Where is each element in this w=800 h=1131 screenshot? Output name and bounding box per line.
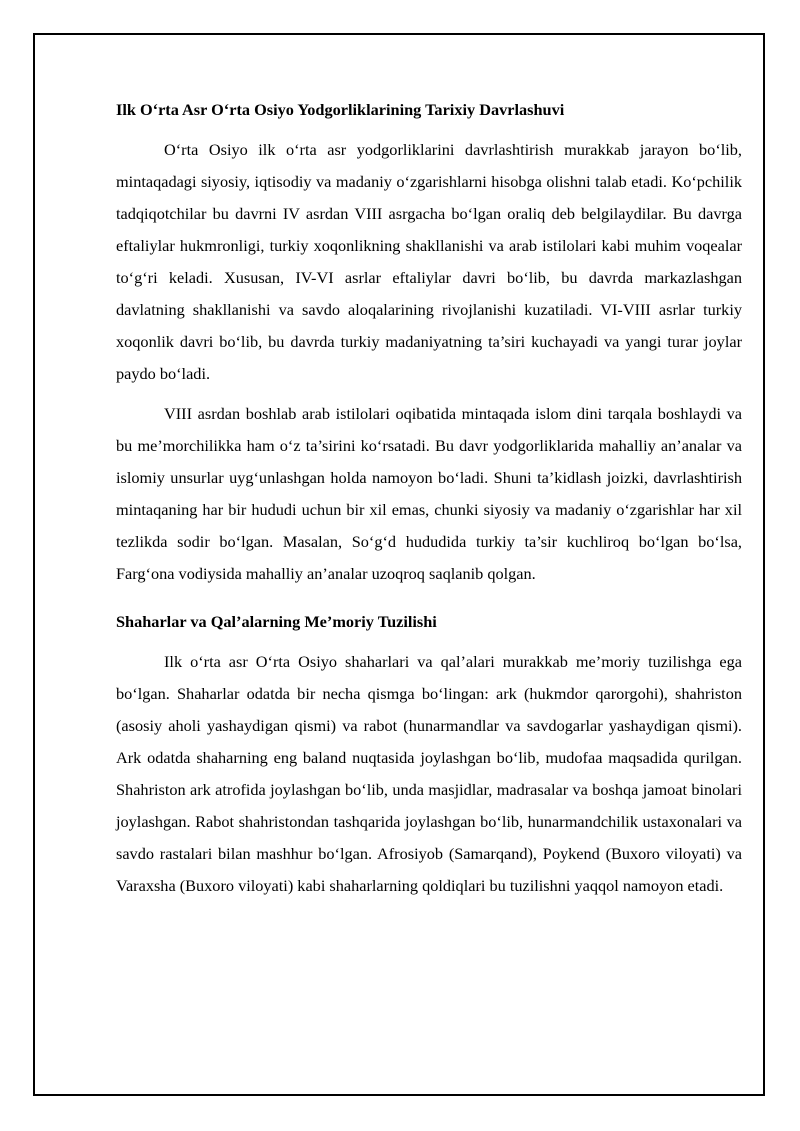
paragraph: Ilk o‘rta asr O‘rta Osiyo shaharlari va qal’alari murakkab me’moriy tuzilishga ega bo‘lgan. Shaharlar odatda bir necha qismga bo‘lingan: ark (hukmdor qarorgohi), shahriston (asosiy aholi yashaydigan qismi) va rabot (hunarmandlar va savdogarlar yashaydigan qismi). Ark odatda shaharning eng baland nuqtasida joylashgan bo‘lib, mudofaa maqsadida qurilgan. Shahriston ark atrofida joylashgan bo‘lib, unda masjidlar, madrasalar va boshqa jamoat binolari joylashgan. Rabot shahristondan tashqarida joylashgan bo‘lib, hunarmandchilik ustaxonalari va savdo rastalari bilan mashhur bo‘lgan. Afrosiyob (Samarqand), Poykend (Buxoro viloyati) va Varaxsha (Buxoro viloyati) kabi shaharlarning qoldiqlari bu tuzilishni yaqqol namoyon etadi. [116,652,742,895]
document-body [116,98,742,910]
section-heading: Ilk O‘rta Asr O‘rta Osiyo Yodgorliklarining Tarixiy Davrlashuvi [116,100,565,119]
paragraph: VIII asrdan boshlab arab istilolari oqibatida mintaqada islom dini tarqala boshlaydi va bu me’morchilikka ham o‘z ta’sirini ko‘rsatadi. Bu davr yodgorliklarida mahalliy an’analar va islomiy unsurlar uyg‘unlashgan holda namoyon bo‘ladi. Shuni ta’kidlash joizki, davrlashtirish mintaqaning har bir hududi uchun bir xil emas, chunki siyosiy va madaniy o‘zgarishlar har xil tezlikda sodir bo‘lgan. Masalan, So‘g‘d hududida turkiy ta’sir kuchliroq bo‘lgan bo‘lsa, Farg‘ona vodiysida mahalliy an’analar uzoqroq saqlanib qolgan. [116,404,742,583]
section-heading: Shaharlar va Qal’alarning Me’moriy Tuzilishi [116,612,437,631]
paragraph: O‘rta Osiyo ilk o‘rta asr yodgorliklarini davrlashtirish murakkab jarayon bo‘lib, mintaqadagi siyosiy, iqtisodiy va madaniy o‘zgarishlarni hisobga olishni talab etadi. Ko‘pchilik tadqiqotchilar bu davrni IV asrdan VIII asrgacha bo‘lgan oraliq deb belgilaydilar. Bu davrga eftaliylar hukmronligi, turkiy xoqonlikning shakllanishi va arab istilolari kabi muhim voqealar to‘g‘ri keladi. Xususan, IV-VI asrlar eftaliylar davri bo‘lib, bu davrda markazlashgan davlatning shakllanishi va savdo aloqalarining rivojlanishi kuzatiladi. VI-VIII asrlar turkiy xoqonlik davri bo‘lib, bu davrda turkiy madaniyatning ta’siri kuchayadi va yangi turar joylar paydo bo‘ladi. [116,140,742,383]
